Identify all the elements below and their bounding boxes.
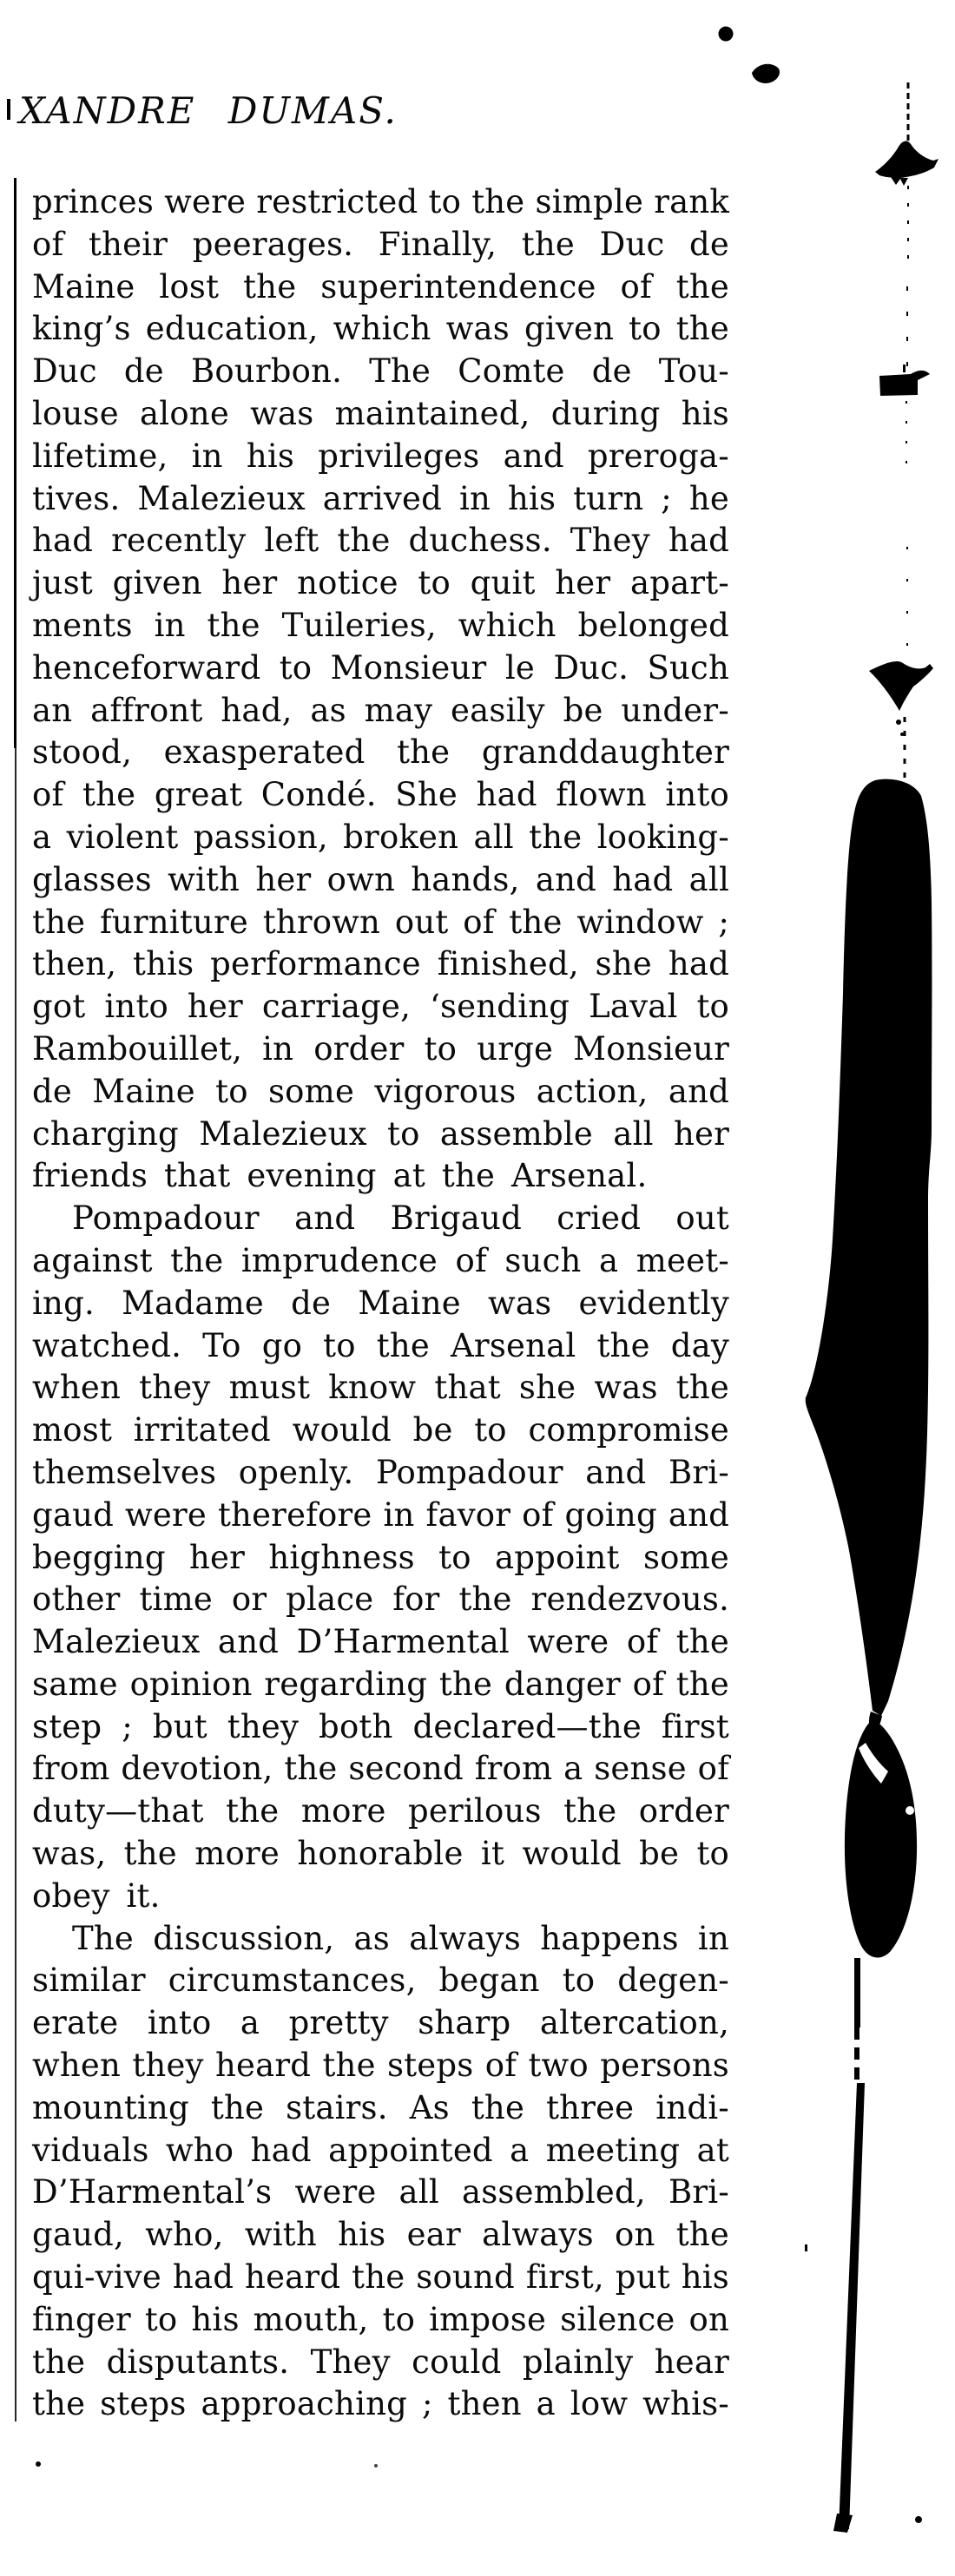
text-line: ing. Madame de Maine was evidently — [32, 1284, 729, 1322]
text-line: obey it. — [32, 1876, 161, 1915]
text-line: mounting the stairs. As the three indi- — [32, 2088, 729, 2126]
text-line: friends that evening at the Arsenal. — [32, 1157, 648, 1195]
page-edge-mark — [7, 99, 10, 120]
text-line: The discussion, as always happens in — [72, 1919, 729, 1957]
text-line: D’Harmental’s were all assembled, Bri- — [32, 2173, 729, 2211]
text-line: Duc de Bourbon. The Comte de Tou- — [32, 352, 729, 391]
binding-line-foot — [833, 2514, 853, 2533]
text-line: viduals who had appointed a meeting at — [32, 2131, 729, 2169]
text-line: a violent passion, broken all the looking- — [32, 818, 729, 856]
ink-blot-hat-fringe — [891, 177, 908, 186]
ink-blot-neck — [869, 1712, 882, 1737]
paragraph — [32, 1918, 729, 2427]
text-line: princes were restricted to the simple rank — [32, 183, 729, 220]
text-line: the disputants. They could plainly hear — [32, 2343, 729, 2381]
text-line: themselves openly. Pompadour and Bri- — [32, 1453, 729, 1491]
text-line: gaud, who, with his ear always on the — [32, 2216, 729, 2254]
text-line: from devotion, the second from a sense of — [32, 1750, 729, 1788]
text-line: lifetime, in his privileges and preroga- — [32, 437, 729, 475]
paragraph — [32, 181, 729, 1198]
ink-comma-blot — [752, 64, 780, 83]
text-line: charging Malezieux to assemble all her — [32, 1114, 729, 1153]
text-line: just given her notice to quit her apart- — [32, 564, 729, 602]
text-line: Pompadour and Brigaud cried out — [72, 1199, 729, 1238]
text-line: similar circumstances, began to degen- — [32, 1962, 729, 2000]
text-line: Maine lost the superintendence of the — [32, 267, 729, 306]
ink-speck — [915, 2516, 922, 2523]
ink-blot-hat — [875, 141, 939, 177]
text-line: henceforward to Monsieur le Duc. Such — [32, 648, 729, 687]
text-line: erate into a pretty sharp altercation, — [32, 2004, 729, 2042]
text-line: same opinion regarding the danger of the — [32, 1665, 729, 1703]
ink-tick — [903, 365, 906, 372]
ink-blot-large-lower — [845, 1720, 917, 1957]
text-line: finger to his mouth, to impose silence on — [32, 2300, 729, 2338]
ink-blot-white-vein — [859, 1743, 888, 1784]
text-line: of the great Condé. She had flown into — [32, 776, 729, 814]
ink-dot — [896, 720, 901, 725]
running-header: XANDRE DUMAS. — [19, 89, 398, 132]
text-line: gaud were therefore in favor of going and — [32, 1495, 729, 1534]
text-line: glasses with her own hands, and had all — [32, 860, 729, 898]
text-line: got into her carriage, ʻsending Laval to — [32, 988, 729, 1026]
text-line: king’s education, which was given to the — [32, 310, 729, 348]
text-line: tives. Malezieux arrived in his turn ; he — [32, 479, 729, 517]
text-line: the furniture thrown out of the window ; — [32, 903, 729, 941]
text-line: other time or place for the rendezvous. — [32, 1580, 729, 1619]
text-line: qui-vive had heard the sound first, put his — [32, 2258, 729, 2297]
text-line: most irritated would be to compromise — [32, 1411, 729, 1449]
text-line: of their peerages. Finally, the Duc de — [32, 225, 729, 263]
text-line: was, the more honorable it would be to — [32, 1835, 729, 1873]
text-line: step ; but they both declared—the first — [32, 1707, 729, 1745]
ink-dot — [900, 733, 904, 736]
text-line: then, this performance finished, she had — [32, 945, 729, 983]
text-line: when they heard the steps of two persons — [32, 2047, 729, 2085]
text-line: against the imprudence of such a meet- — [32, 1241, 729, 1279]
text-line: duty—that the more perilous the order — [32, 1792, 729, 1830]
text-line: stood, exasperated the granddaughter — [32, 733, 729, 772]
ink-blot-large-upper — [806, 779, 932, 1716]
ink-speck — [36, 2461, 41, 2467]
text-column — [32, 181, 729, 2426]
ink-blot-flag — [879, 371, 930, 396]
text-line: de Maine to some vigorous action, and — [32, 1072, 729, 1110]
text-line: begging her highness to appoint some — [32, 1538, 729, 1576]
ink-speck — [805, 2244, 807, 2251]
text-line: Malezieux and D’Harmental were of the — [32, 1623, 729, 1661]
text-line: the steps approaching ; then a low whis- — [32, 2385, 729, 2423]
text-line: louse alone was maintained, during his — [32, 394, 729, 432]
ink-blot-white-notch — [906, 1806, 914, 1815]
text-line: Rambouillet, in order to urge Monsieur — [32, 1029, 729, 1068]
binding-line-segment — [854, 1958, 860, 2027]
ink-dot-top — [719, 27, 734, 42]
text-line: ments in the Tuileries, which belonged — [32, 606, 729, 644]
binding-line-thick — [839, 2083, 865, 2529]
text-line: had recently left the duchess. They had — [32, 522, 729, 560]
ink-blot-triangle — [869, 661, 933, 711]
ink-speck — [374, 2464, 378, 2468]
text-line: an affront had, as may easily be under- — [32, 691, 729, 729]
paragraph — [32, 1198, 729, 1918]
text-line: when they must know that she was the — [32, 1369, 729, 1407]
text-line: watched. To go to the Arsenal the day — [32, 1326, 729, 1364]
scan-left-rule-lower — [15, 408, 16, 2422]
